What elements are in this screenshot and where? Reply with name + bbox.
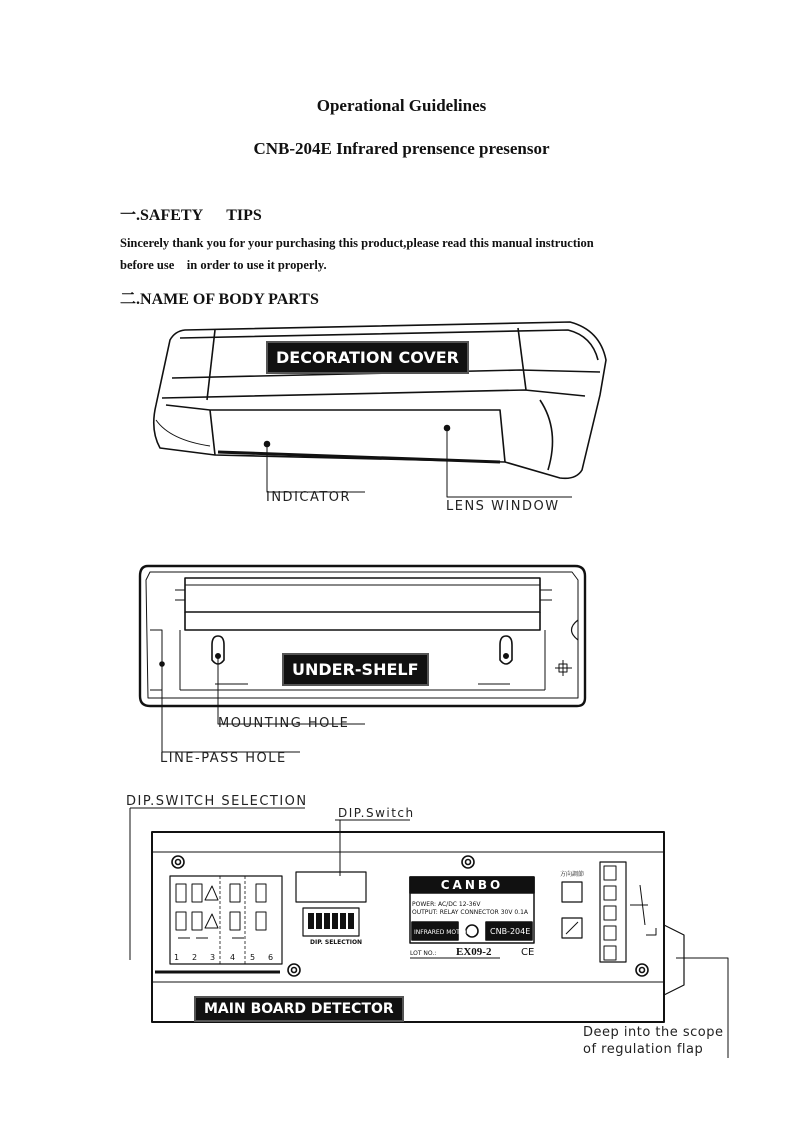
lot-value: EX09-2 <box>456 946 492 958</box>
lens-window-label: LENS WINDOW <box>446 499 560 514</box>
position-number: 6 <box>268 953 274 962</box>
dip-switch-selection-label: DIP.SWITCH SELECTION <box>126 794 308 809</box>
infrared-motion-text: INFRARED MOTION <box>414 929 471 936</box>
flap-label <box>583 1024 724 1058</box>
indicator-label: INDICATOR <box>266 490 352 505</box>
dip-switch-label: DIP.Switch <box>338 806 415 820</box>
dip-selection-caption: DIP. SELECTION <box>310 939 363 946</box>
lot-label: LOT NO.: <box>410 950 437 957</box>
flap-label-line: of regulation flap <box>583 1042 704 1057</box>
adjustment-label: 方向調節 <box>560 871 585 878</box>
position-number: 5 <box>250 953 256 962</box>
paragraph-line: Sincerely thank you for your purchasing this product,please read this manual instruction <box>120 236 594 250</box>
document-subtitle: CNB-204E Infrared prensence presensor <box>253 139 550 158</box>
position-number: 1 <box>174 953 180 962</box>
under-shelf-tag: UNDER-SHELF <box>282 653 429 686</box>
brand-logo: CANBO <box>440 878 504 892</box>
power-rating-text: POWER: AC/DC 12-36V <box>412 901 481 908</box>
mounting-hole-label: MOUNTING HOLE <box>218 716 350 731</box>
decoration-cover-tag: DECORATION COVER <box>266 341 469 374</box>
model-number-text: CNB-204E <box>490 927 531 936</box>
output-rating-text: OUTPUT: RELAY CONNECTOR 30V 0.1A <box>412 909 529 916</box>
main-board-detector-tag: MAIN BOARD DETECTOR <box>194 996 404 1022</box>
ce-mark: CE <box>521 947 535 958</box>
line-pass-hole-label: LINE-PASS HOLE <box>160 751 287 766</box>
position-number: 4 <box>230 953 236 962</box>
section-heading: NAME OF BODY PARTS <box>140 291 319 308</box>
flap-label-line: Deep into the scope <box>583 1025 724 1040</box>
document-title: Operational Guidelines <box>316 96 487 115</box>
position-number: 2 <box>192 953 198 962</box>
section-number: 二. <box>120 291 141 308</box>
section-heading: SAFETY TIPS <box>140 207 262 224</box>
position-number: 3 <box>210 953 216 962</box>
section-number: 一. <box>120 207 141 224</box>
paragraph-line: before use in order to use it properly. <box>120 258 327 272</box>
